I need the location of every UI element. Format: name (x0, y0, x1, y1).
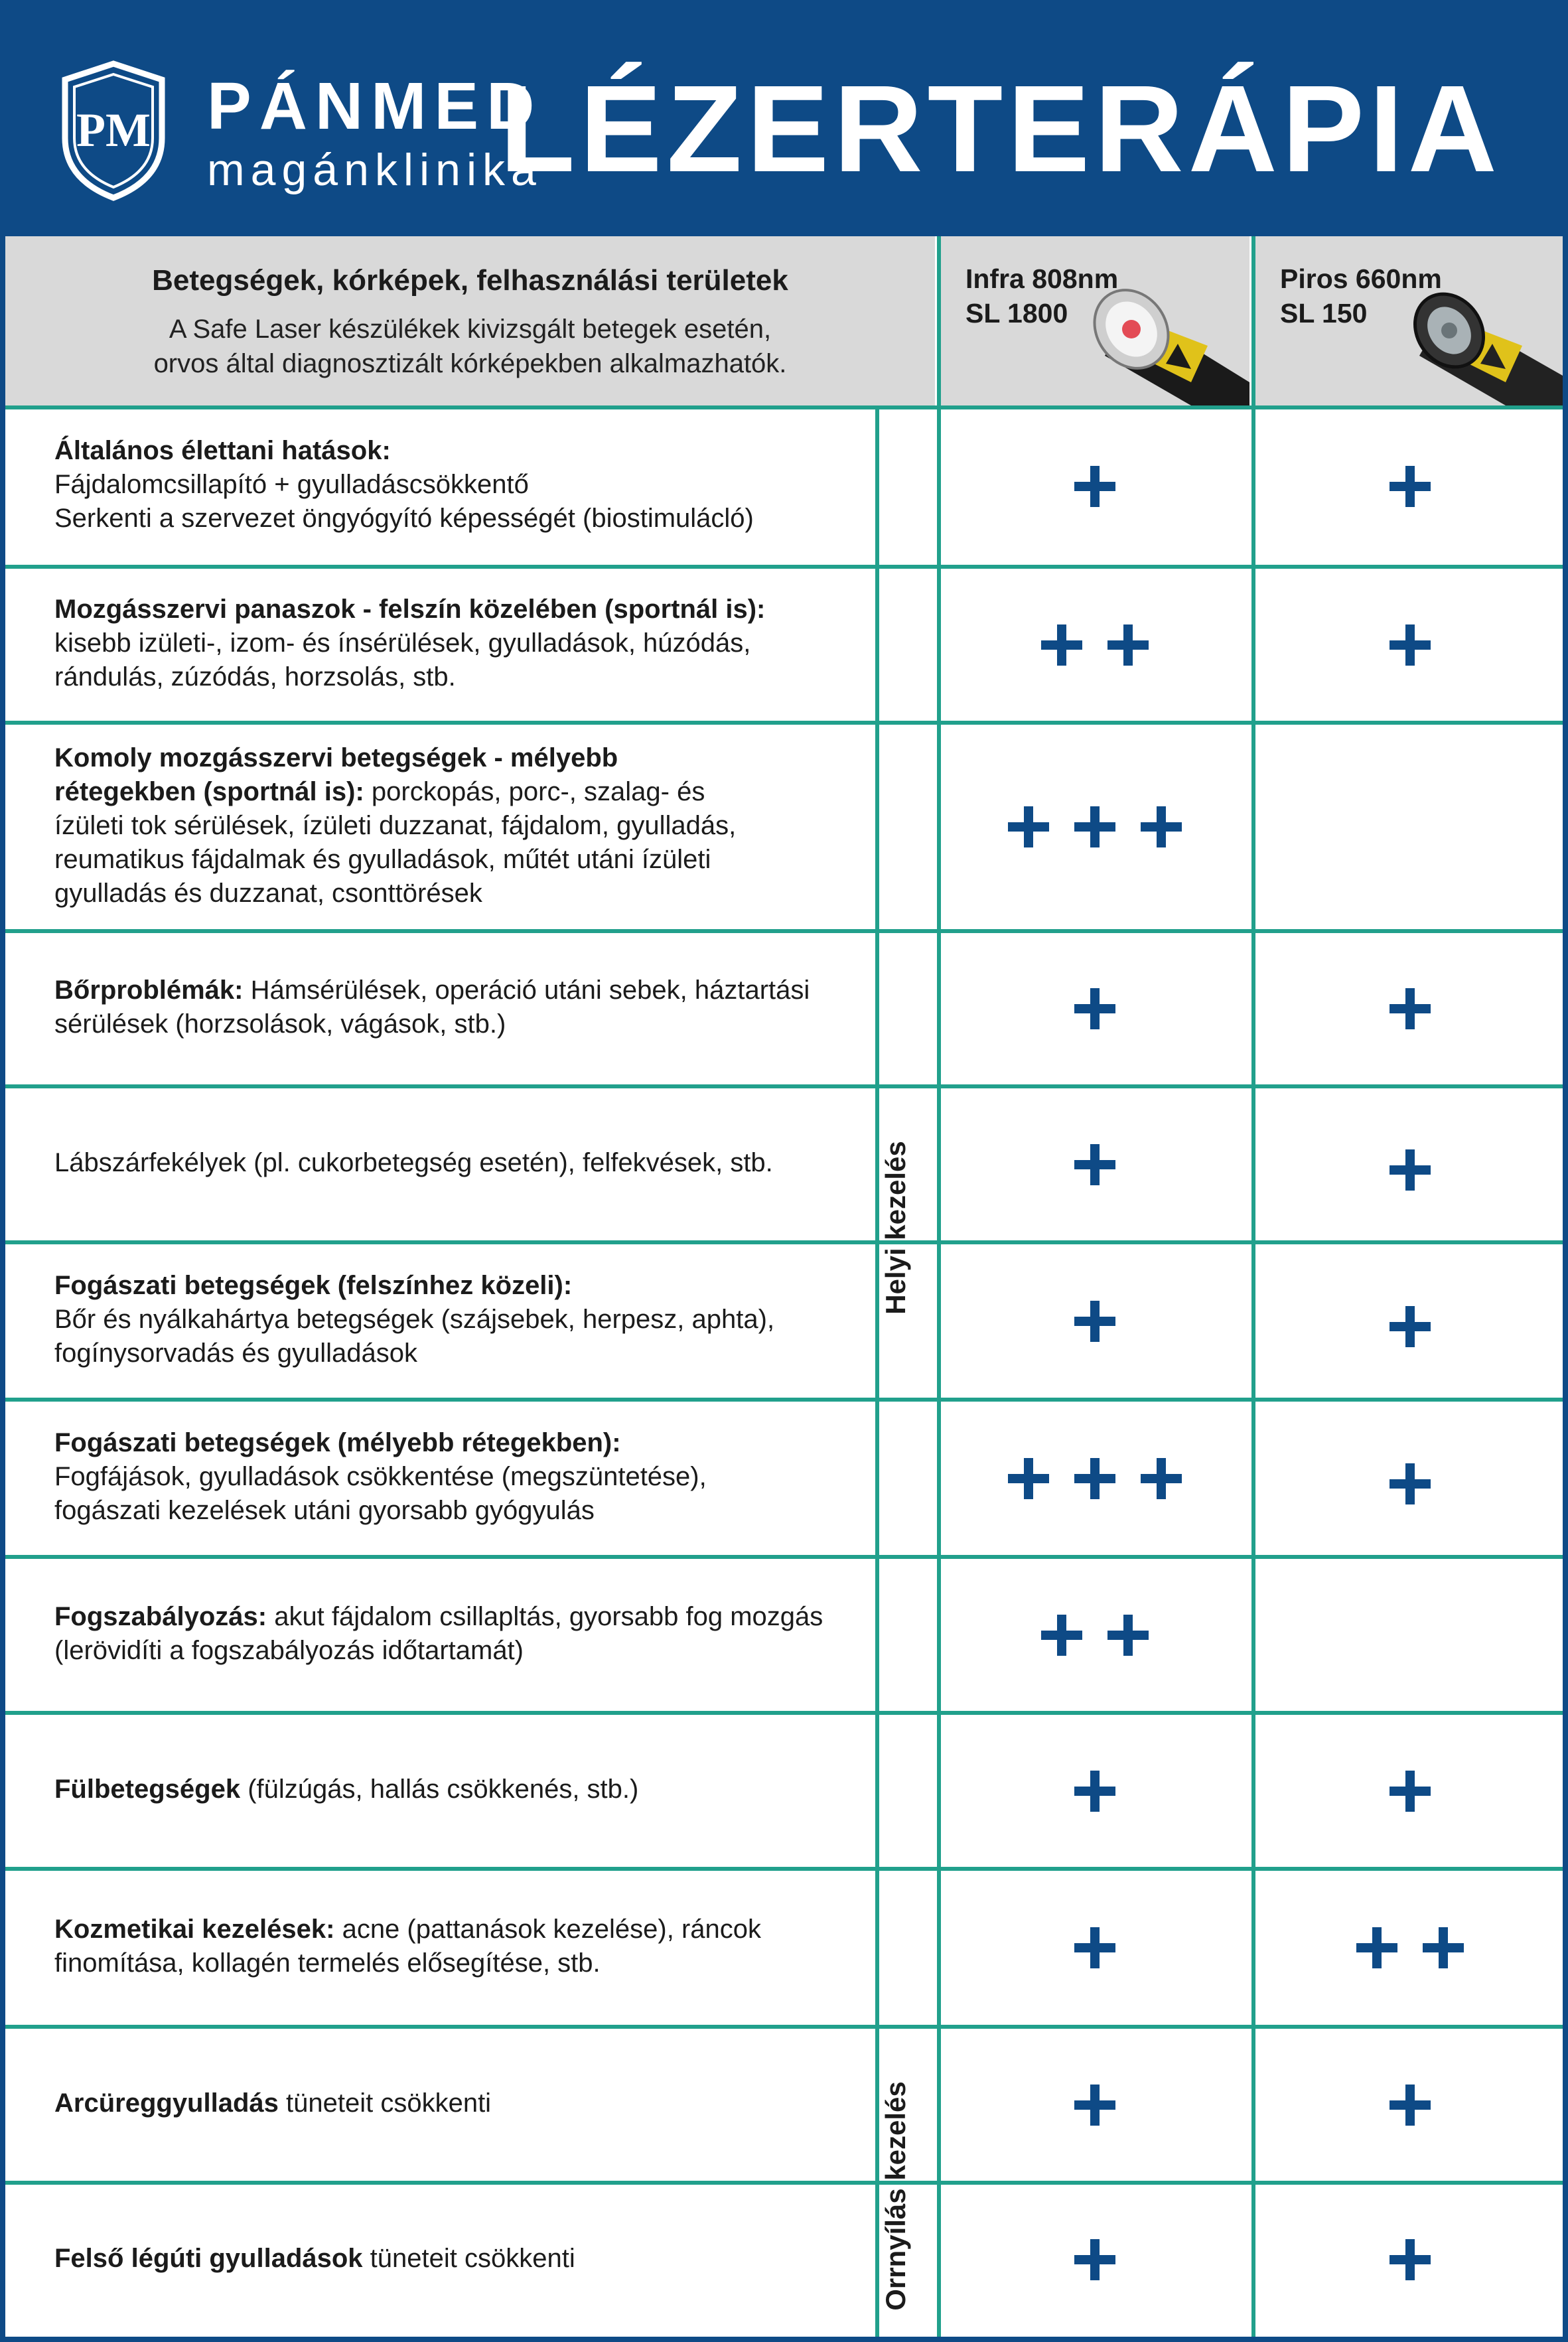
row-text (54, 2242, 851, 2276)
infra-plus-icon (1074, 1771, 1115, 1812)
infra-plus-icon (1074, 1927, 1115, 1968)
row-text (54, 593, 851, 694)
header-title: Betegségek, kórképek, felhasználási területek (152, 264, 788, 297)
product-red-label: Piros 660nm SL 150 (1280, 263, 1442, 329)
row-title: Fogászati betegségek (felszínhez közeli): (54, 1271, 573, 1300)
header (0, 0, 1568, 236)
infra-plus-icon (1141, 1458, 1182, 1499)
row-description-line: kisebb izületi-, izom- és ínsérülések, gyulladások, húzódás, (54, 628, 751, 658)
group-label-local: Helyi kezelés (880, 1141, 911, 1315)
infra-plus-icon (1074, 466, 1115, 507)
infra-plus-icon (1074, 1301, 1115, 1342)
red-plus-icon (1390, 1306, 1431, 1347)
row-description-line: fogászati kezelések utáni gyorsabb gyógyulás (54, 1496, 595, 1525)
red-plus-icon (1390, 988, 1431, 1029)
row-description: porckopás, porc-, szalag- és ízületi tok sérülések, ízületi duzzanat, fájdalom, gyulladás, reumatikus fájdalmak és gyulladások, műtét utáni ízületi gyulladás és duzzanat, csonttörések (54, 777, 737, 908)
red-plus-icon (1390, 1149, 1431, 1191)
row-title: Bőrproblémák: (54, 976, 244, 1005)
row-title: Felső légúti gyulladások (54, 2244, 363, 2273)
infra-column-divider (937, 405, 941, 2337)
infra-plus-icon (1041, 624, 1082, 666)
row-description: acne (pattanások kezelése), ráncok finomítása, kollagén termelés elősegítése, stb. (54, 1915, 762, 1978)
shield-logo-icon (56, 58, 172, 202)
red-plus-icon (1390, 466, 1431, 507)
row-divider (5, 1240, 875, 1244)
infra-plus-icon (1008, 1458, 1049, 1499)
infra-plus-icon (1074, 806, 1115, 847)
row-divider (879, 1867, 1563, 1871)
infra-plus-icon (1107, 624, 1149, 666)
table-header-diseases (5, 236, 935, 405)
infra-plus-icon (1074, 1144, 1115, 1185)
brand-subtitle: magánklinika (207, 145, 542, 195)
infra-plus-icon (1074, 2239, 1115, 2280)
infra-plus-icon (1041, 1615, 1082, 1656)
red-laser-device-icon (1413, 283, 1563, 405)
row-title: Komoly mozgásszervi betegségek - mélyebb rétegekben (sportnál is): (54, 743, 618, 806)
row-divider (879, 721, 1563, 725)
row-text (54, 1146, 851, 1180)
header-divider (5, 405, 1563, 409)
row-description-line: rándulás, zúzódás, horzsolás, stb. (54, 662, 456, 692)
row-divider (5, 1867, 875, 1871)
row-divider (5, 929, 875, 933)
row-divider (5, 1555, 875, 1559)
header-description-line-1: A Safe Laser készülékek kivizsgált betegek esetén, (169, 315, 772, 344)
row-title: Általános élettani hatások: (54, 436, 391, 465)
row-text (54, 1426, 851, 1528)
page-title: LÉZERTERÁPIA (499, 60, 1502, 198)
row-description: tüneteit csökkenti (362, 2244, 575, 2273)
row-divider (5, 1084, 875, 1088)
red-plus-icon (1390, 624, 1431, 666)
row-description: (fülzúgás, hallás csökkenés, stb.) (240, 1775, 639, 1804)
red-plus-icon (1390, 2085, 1431, 2126)
row-title: Arcüreggyulladás (54, 2088, 279, 2118)
row-divider (5, 1398, 875, 1402)
row-divider (879, 565, 1563, 569)
red-column-divider (1251, 236, 1255, 2337)
header-description (5, 312, 935, 381)
infra-plus-icon (1074, 1458, 1115, 1499)
row-divider (879, 1555, 1563, 1559)
row-text (54, 1773, 851, 1806)
row-divider (5, 1711, 875, 1715)
row-title: Mozgásszervi panaszok - felszín közelében (sportnál is): (54, 595, 766, 624)
row-description-line: Fogfájások, gyulladások csökkentése (megszüntetése), (54, 1462, 707, 1491)
row-description: tüneteit csökkenti (278, 2088, 492, 2118)
row-divider (879, 1711, 1563, 1715)
row-text (54, 741, 745, 911)
row-text (54, 434, 851, 536)
row-divider (879, 1398, 1563, 1402)
row-description-line: Serkenti a szervezet öngyógyító képességét (biostimulácló) (54, 504, 754, 533)
red-plus-icon (1423, 1927, 1464, 1968)
row-divider (879, 1084, 1563, 1088)
row-title: Kozmetikai kezelések: (54, 1915, 335, 1944)
row-title: Fogszabályozás: (54, 1602, 267, 1631)
red-plus-icon (1390, 2239, 1431, 2280)
row-divider (5, 565, 875, 569)
row-description: Hámsérülések, operáció utáni sebek, háztartási sérülések (horzsolások, vágások, stb.) (54, 976, 810, 1039)
row-description-line: Bőr és nyálkahártya betegségek (szájsebek, herpesz, aphta), (54, 1305, 775, 1334)
red-plus-icon (1390, 1771, 1431, 1812)
row-title: Fülbetegségek (54, 1775, 241, 1804)
row-description: Lábszárfekélyek (pl. cukorbetegség esetén), felfekvések, stb. (54, 1148, 773, 1177)
red-plus-icon (1390, 1463, 1431, 1504)
infra-header-divider (937, 236, 941, 405)
row-description: akut fájdalom csillapltás, gyorsabb fog mozgás (lerövidíti a fogszabályozás időtartamát) (54, 1602, 823, 1665)
header-description-line-2: orvos által diagnosztizált kórképekben alkalmazhatók. (153, 349, 787, 378)
row-text (54, 2086, 851, 2120)
group-label-nasal: Orrnyílás kezelés (880, 2081, 911, 2311)
row-text (54, 1600, 851, 1668)
infra-plus-icon (1141, 806, 1182, 847)
row-divider (879, 1240, 1563, 1244)
row-divider (879, 2181, 1563, 2185)
row-text (54, 1913, 851, 1980)
treatment-table (5, 236, 1563, 2337)
row-divider (5, 721, 875, 725)
row-divider (879, 929, 1563, 933)
infra-laser-device-icon (1092, 283, 1249, 405)
infra-plus-icon (1008, 806, 1049, 847)
row-text (54, 1269, 851, 1370)
infra-plus-icon (1074, 2085, 1115, 2126)
row-title: Fogászati betegségek (mélyebb rétegekben): (54, 1428, 621, 1457)
row-divider (5, 2181, 875, 2185)
table-header-infra (939, 236, 1249, 405)
brand-name: PÁNMED (207, 69, 543, 143)
infra-plus-icon (1074, 988, 1115, 1029)
row-description-line: Fájdalomcsillapító + gyulladáscsökkentő (54, 470, 529, 499)
row-description-line: fogínysorvadás és gyulladások (54, 1339, 417, 1368)
product-infra-label: Infra 808nm SL 1800 (965, 263, 1119, 329)
logo-monogram: PM (76, 104, 151, 157)
table-header-red (1253, 236, 1563, 405)
infra-plus-icon (1107, 1615, 1149, 1656)
row-divider (5, 2025, 1563, 2029)
red-plus-icon (1356, 1927, 1397, 1968)
brand (207, 69, 543, 196)
row-text (54, 974, 851, 1041)
